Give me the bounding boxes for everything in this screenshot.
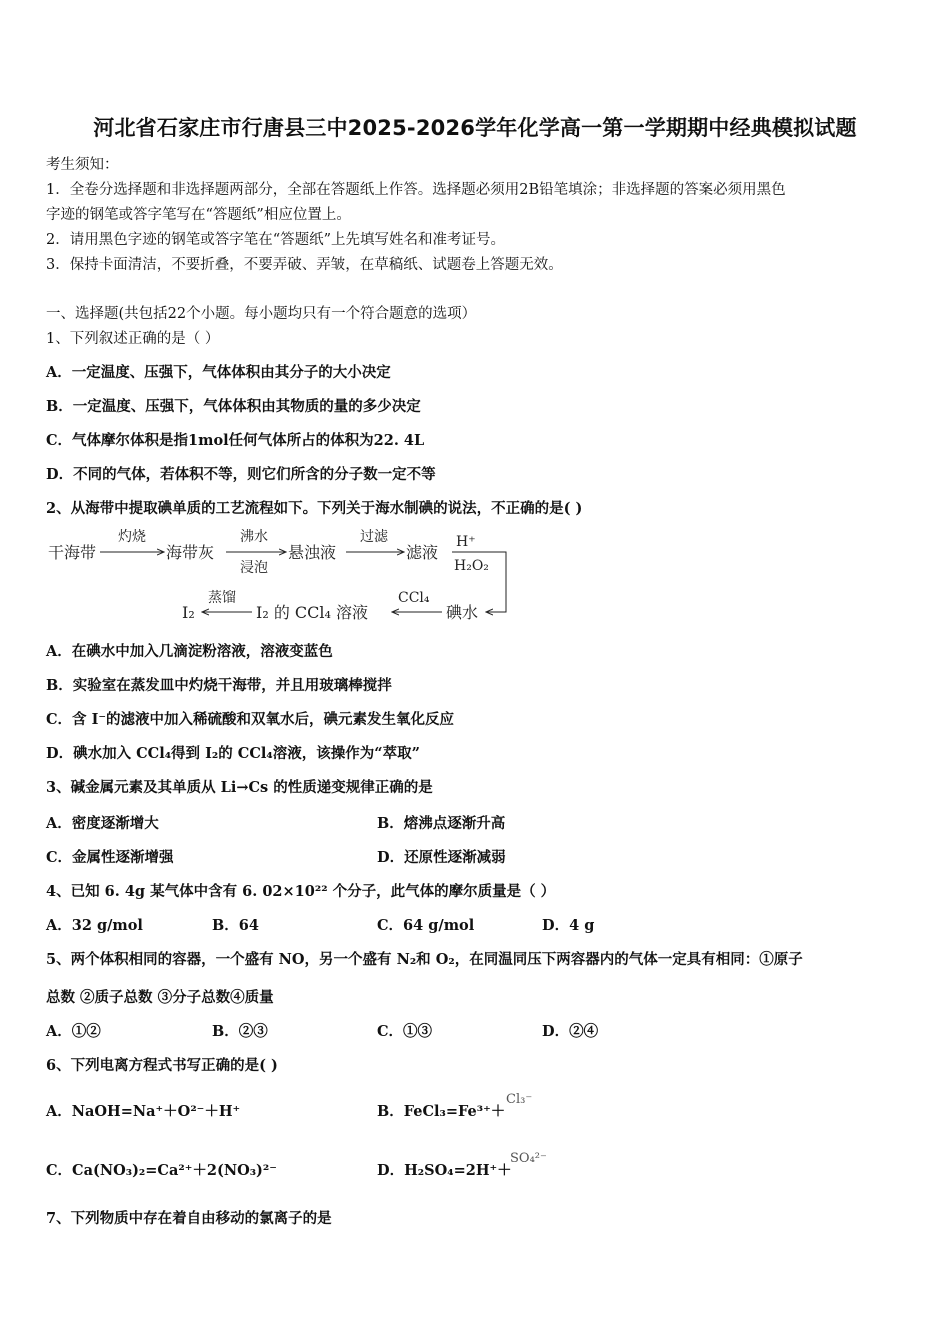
notice-heading: 考生须知：: [46, 157, 119, 173]
notice-item-2: 2．请用黑色字迹的钢笔或答字笔在“答题纸”上先填写姓名和准考证号。: [46, 232, 506, 248]
q4-stem: 4、已知 6. 4g 某气体中含有 6. 02×10²² 个分子，此气体的摩尔质量是（ ）: [46, 883, 556, 900]
q4-option-b: B．64: [212, 917, 259, 934]
q5-option-d: D．②④: [542, 1023, 599, 1040]
q5-option-b: B．②③: [212, 1023, 268, 1040]
q6-stem: 6、下列电离方程式书写正确的是( ): [46, 1057, 278, 1074]
flow-node-suspension: 悬浊液: [288, 543, 337, 562]
flow-node-filtrate: 滤液: [406, 543, 439, 562]
notice-item-1b: 字迹的钢笔或答字笔写在“答题纸”相应位置上。: [46, 207, 351, 223]
q6-option-d: D．H₂SO₄=2H⁺＋: [377, 1162, 512, 1179]
flow-label-filter: 过滤: [360, 529, 388, 545]
flow-node-dry-kelp: 干海带: [48, 543, 97, 562]
iodine-extraction-flowchart: [46, 524, 516, 634]
flow-return-line: [486, 552, 506, 612]
q3-option-b: B．熔沸点逐渐升高: [377, 815, 506, 832]
q6-option-b: B．FeCl₃=Fe³⁺＋: [377, 1103, 506, 1120]
q6-option-a: A．NaOH=Na⁺＋O²⁻＋H⁺: [46, 1103, 241, 1120]
flow-label-burn: 灼烧: [118, 529, 146, 545]
q2-option-d: D．碘水加入 CCl₄得到 I₂的 CCl₄溶液，该操作为“萃取”: [46, 745, 420, 762]
page-title: 河北省石家庄市行唐县三中2025-2026学年化学高一第一学期期中经典模拟试题: [93, 116, 857, 140]
q4-option-a: A．32 g/mol: [46, 917, 143, 934]
q5-stem-line-1: 5、两个体积相同的容器，一个盛有 NO，另一个盛有 N₂和 O₂，在同温同压下两容器内的气体一定具有相同：①原子: [46, 951, 803, 968]
flow-label-soak: 浸泡: [240, 560, 268, 576]
q6-option-b-ion: Cl₃⁻: [506, 1092, 533, 1107]
flow-label-ccl4: CCl₄: [398, 590, 430, 606]
flow-reagent-h-plus: H⁺: [456, 534, 476, 550]
flow-reagent-h2o2: H₂O₂: [454, 558, 489, 574]
q2-option-a: A．在碘水中加入几滴淀粉溶液，溶液变蓝色: [46, 643, 333, 660]
q1-option-c: C．气体摩尔体积是指1mol任何气体所占的体积为22. 4L: [46, 432, 425, 449]
q5-option-a: A．①②: [46, 1023, 101, 1040]
q2-option-c: C．含 I⁻的滤液中加入稀硫酸和双氧水后，碘元素发生氧化反应: [46, 711, 455, 728]
flow-node-i2: I₂: [182, 603, 195, 622]
flow-node-i2-ccl4-solution: I₂ 的 CCl₄ 溶液: [256, 603, 369, 622]
flow-node-iodine-water: 碘水: [446, 603, 479, 622]
q3-stem: 3、碱金属元素及其单质从 Li→Cs 的性质递变规律正确的是: [46, 779, 433, 796]
q5-stem-line-2: 总数 ②质子总数 ③分子总数④质量: [46, 989, 274, 1006]
section-heading: 一、选择题(共包括22个小题。每小题均只有一个符合题意的选项）: [46, 306, 477, 322]
q1-option-a: A．一定温度、压强下，气体体积由其分子的大小决定: [46, 364, 391, 381]
q1-stem: 1、下列叙述正确的是（ ）: [46, 331, 220, 347]
q2-option-b: B．实验室在蒸发皿中灼烧干海带，并且用玻璃棒搅拌: [46, 677, 392, 694]
flow-node-kelp-ash: 海带灰: [166, 543, 215, 562]
notice-item-1a: 1．全卷分选择题和非选择题两部分，全部在答题纸上作答。选择题必须用2B铅笔填涂；非选择题的答案必须用黑色: [46, 182, 786, 198]
flow-label-boiling-water: 沸水: [240, 529, 268, 545]
q3-option-c: C．金属性逐渐增强: [46, 849, 174, 866]
notice-item-3: 3．保持卡面清洁，不要折叠，不要弄破、弄皱，在草稿纸、试题卷上答题无效。: [46, 257, 563, 273]
q3-option-d: D．还原性逐渐减弱: [377, 849, 506, 866]
q3-option-a: A．密度逐渐增大: [46, 815, 159, 832]
q7-stem: 7、下列物质中存在着自由移动的氯离子的是: [46, 1210, 332, 1227]
q5-option-c: C．①③: [377, 1023, 433, 1040]
q2-stem: 2、从海带中提取碘单质的工艺流程如下。下列关于海水制碘的说法，不正确的是( ): [46, 500, 583, 517]
q6-option-c: C．Ca(NO₃)₂=Ca²⁺＋2(NO₃)²⁻: [46, 1162, 277, 1179]
q6-option-d-ion: SO₄²⁻: [510, 1151, 547, 1166]
q4-option-d: D．4 g: [542, 917, 595, 934]
q1-option-b: B．一定温度、压强下，气体体积由其物质的量的多少决定: [46, 398, 421, 415]
q1-option-d: D．不同的气体，若体积不等，则它们所含的分子数一定不等: [46, 466, 436, 483]
flow-label-distill: 蒸馏: [208, 590, 236, 606]
q4-option-c: C．64 g/mol: [377, 917, 475, 934]
